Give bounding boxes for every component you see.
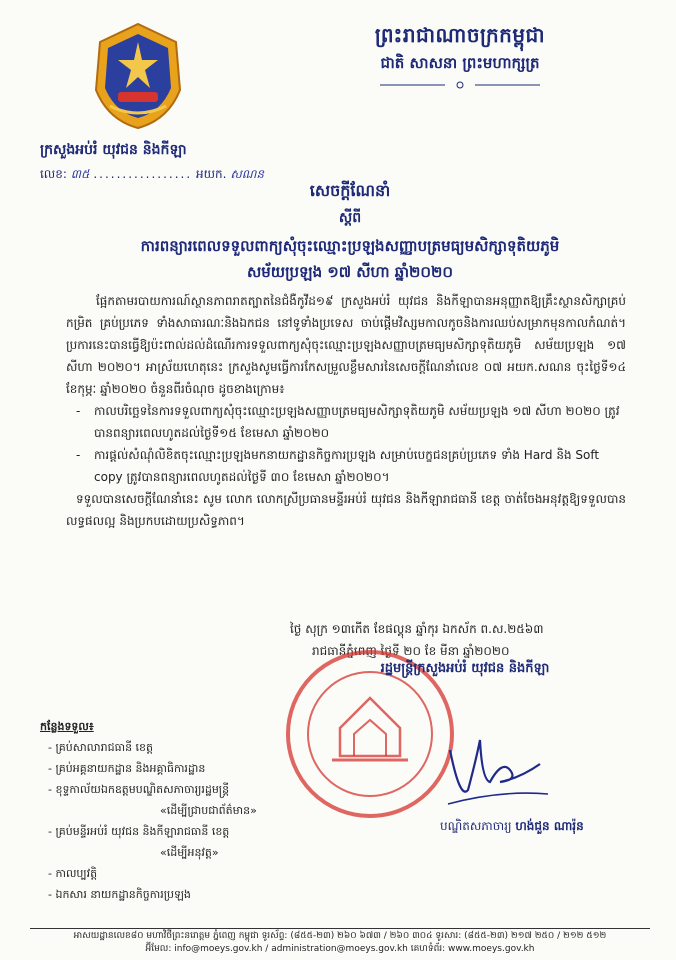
footer-divider [30, 928, 650, 929]
national-motto: ជាតិ សាសនា ព្រះមហាក្សត្រ [380, 54, 540, 72]
ref-number: ៣៥ [70, 167, 90, 181]
signer-rank: បណ្ឌិតសភាចារ្យ [440, 819, 512, 833]
ministry-name: ក្រសួងអប់រំ យុវជន និងកីឡា [40, 142, 187, 158]
doc-session: សម័យប្រឡង ១៧ សីហា ឆ្នាំ២០២០ [246, 263, 454, 281]
document-title [90, 180, 610, 285]
closing-paragraph: ទទួលបានសេចក្តីណែនាំនេះ សូម លោក លោកស្រីប្រធានមន្ទីរអប់រំ យុវជន និងកីឡារាជធានី ខេត្ត ចាត់ចែងអនុវត្តឱ្យទទួលបានលទ្ធផលល្អ និងប្រកបដោយប្រសិទ្ធភាព។ [66, 492, 626, 528]
list-item-note: «ដើម្បីជ្រាបជាព័ត៌មាន» [160, 804, 257, 817]
list-item: - គ្រប់មន្ទីរអប់រំ យុវជន និងកីឡារាជធានី ខេត្ត [48, 825, 230, 838]
intro-paragraph: ផ្អែកតាមរបាយការណ៍ស្ថានភាពរាតត្បាតនៃជំងឺកូវីដ១៩ ក្រសួងអប់រំ យុវជន និងកីឡាបានអនុញ្ញាតឱ្យគ្រឹះស្ថានសិក្សាគ្រប់កម្រិត គ្រប់ប្រភេទ ទាំងសាធារណៈនិងឯកជន នៅទូទាំងប្រទេស ចាប់ផ្តើមវិស្សមកាលកូចនិងការឈប់សម្រាកមុនកាលកំណត់។ ប្រការនេះបានធ្វើឱ្យប៉ះពាល់ដល់ដំណើរការទទួលពាក្យសុំចុះឈ្មោះប្រឡងសញ្ញាបត្រមធ្យមសិក្សាទុតិយភូមិ សម័យប្រឡង ១៧ សីហា ២០២០។ អាស្រ័យហេតុនេះ ក្រសួងសូមធ្វើការកែសម្រួលខ្លឹមសារនៃសេចក្តីណែនាំលេខ ០៧ អយក.សណន ចុះថ្ងៃទី១៤ ខែកុម្ភៈ ឆ្នាំ២០២០ ចំនួនពីរចំណុច ដូចខាងក្រោម៖ [66, 294, 626, 396]
list-item: - គ្រប់អគ្គនាយកដ្ឋាន និងអគ្គាធិការដ្ឋាន [48, 762, 206, 775]
kingdom-name: ព្រះរាជាណាចក្រកម្ពុជា [374, 23, 546, 47]
doc-type: សេចក្តីណែនាំ [309, 181, 391, 200]
ref-unit-label: អយក. [196, 167, 227, 181]
footer [30, 930, 650, 956]
list-item: - ការផ្តល់សំណុំលិខិតចុះឈ្មោះប្រឡងមកនាយកដ្ឋានកិច្ចការប្រឡង សម្រាប់បេក្ខជនគ្រប់ប្រភេទ ទាំង Hard និង Soft copy ត្រូវបានពន្យារពេលហូតដល់ថ្ងៃទី ៣០ ខែមេសា ឆ្នាំ២០២០។ [66, 444, 626, 488]
list-item: - ខុទ្ទកាល័យឯកឧត្តមបណ្ឌិតសភាចារ្យរដ្ឋមន្ត្រី [48, 783, 230, 796]
signatory-title: រដ្ឋមន្ត្រីក្រសួងអប់រំ យុវជន និងកីឡា [380, 661, 550, 676]
lunar-date: ថ្ងៃ សុក្រ ១៣កើត ខែផល្គុន ឆ្នាំកុរ ឯកស័ក ព.ស.២៥៦៣ [290, 622, 544, 636]
ref-label: លេខ: [40, 167, 67, 181]
ministry-emblem-icon [88, 20, 188, 132]
list-item: - គ្រប់សាលារាជធានី ខេត្ត [48, 741, 154, 754]
directive-list [66, 400, 626, 488]
footer-address: អាសយដ្ឋានលេខ៨០ មហាវិថីព្រះនរោត្តម ភ្នំពេញ កម្ពុជា ទូរស័ព្ទ: (៨៥៥-២៣) ២៦០ ៦៧៣ / ២៦០ ៣០៤ ទូរសារ: (៨៥៥-២៣) ២១៧ ២៥០ / ២១២ ៥១២ [73, 931, 607, 941]
doc-subject: ការពន្យារពេលទទួលពាក្យសុំចុះឈ្មោះប្រឡងសញ្ញាបត្រមធ្យមសិក្សាទុតិយភូមិ [140, 237, 560, 255]
ref-unit: សណន [230, 167, 265, 181]
list-item: - ឯកសារ នាយកដ្ឋានកិច្ចការប្រឡង [48, 888, 191, 901]
recipients-list [40, 716, 300, 905]
signer-name: ហង់ជួន ណារ៉ុន [515, 819, 584, 833]
list-item-note: «ដើម្បីអនុវត្ត» [160, 846, 219, 859]
document-body [66, 290, 626, 532]
list-item: - កាលប្បវត្តិ [48, 867, 98, 880]
list-item: - កាលបរិច្ឆេទនៃការទទួលពាក្យសុំចុះឈ្មោះប្រឡងសញ្ញាបត្រមធ្យមសិក្សាទុតិយភូមិ សម័យប្រឡង ១៧ សីហា ២០២០ ត្រូវបានពន្យារពេលហូតដល់ថ្ងៃទី១៥ ខែមេសា ឆ្នាំ២០២០ [66, 400, 626, 444]
signer-block [440, 818, 584, 836]
doc-about: ស្តីពី [338, 210, 362, 226]
recipients-heading: កន្លែងទទួល៖ [40, 720, 94, 733]
footer-contact: អ៊ីមែល: info@moeys.gov.kh / administration@moeys.gov.kh គេហទំព័រ: www.moeys.gov.kh [145, 944, 535, 954]
reference-line: លេខ: ៣៥ ................. អយក. សណន [40, 167, 265, 181]
kingdom-header [290, 22, 630, 76]
ornament-divider [370, 80, 550, 90]
solar-date: រាជធានីភ្នំពេញ ថ្ងៃទី ២០ ខែ មីនា ឆ្នាំ២០២០ [312, 644, 510, 658]
handwritten-signature [440, 720, 550, 810]
